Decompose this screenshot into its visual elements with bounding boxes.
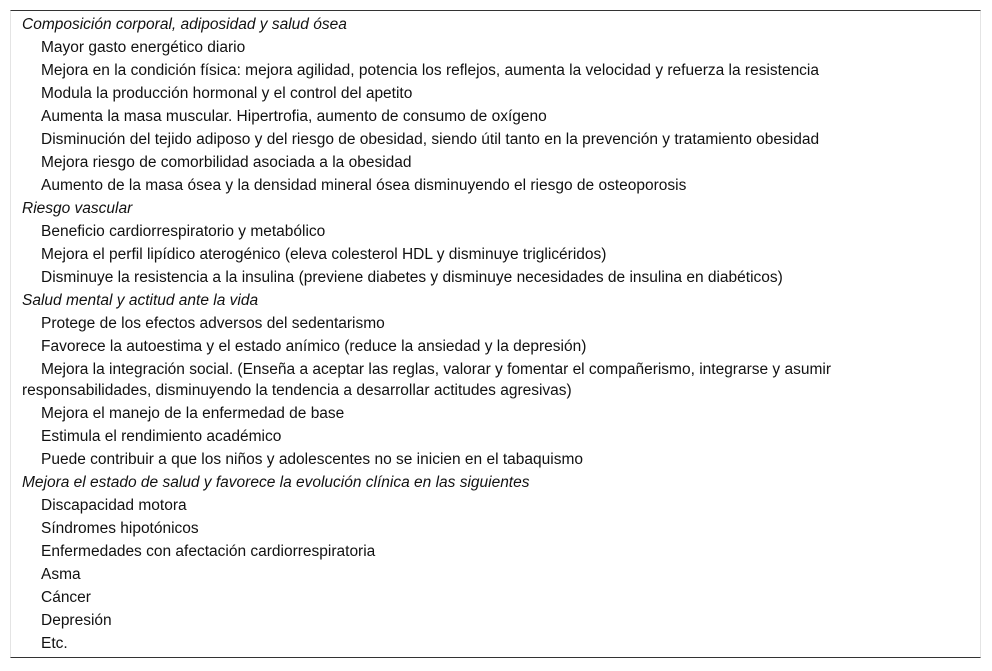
table-row: Aumenta la masa muscular. Hipertrofia, aumento de consumo de oxígeno [41,108,547,125]
table-row: Favorece la autoestima y el estado anímico (reduce la ansiedad y la depresión) [41,338,587,355]
table-row: Mejora en la condición física: mejora agilidad, potencia los reflejos, aumenta la velocidad y refuerza la resistencia [41,62,819,79]
table-row: Disminuye la resistencia a la insulina (previene diabetes y disminuye necesidades de insulina en diabéticos) [41,269,783,286]
section-heading: Mejora el estado de salud y favorece la evolución clínica en las siguientes [22,474,530,491]
table-row: Mejora el manejo de la enfermedad de base [41,405,345,422]
table-row: Mejora el perfil lipídico aterogénico (eleva colesterol HDL y disminuye triglicéridos) [41,246,607,263]
table-row: Asma [41,566,81,583]
section-heading: Composición corporal, adiposidad y salud ósea [22,16,347,33]
table-row: Mayor gasto energético diario [41,39,246,56]
table-row: Mejora la integración social. (Enseña a aceptar las reglas, valorar y fomentar el compañerismo, integrarse y asumir responsabilidades, disminuyendo la tendencia a desarrollar actitudes agresivas) [22,361,831,399]
table-row: Estimula el rendimiento académico [41,428,282,445]
table-row: Protege de los efectos adversos del sedentarismo [41,315,385,332]
section-heading: Riesgo vascular [22,200,133,217]
table-row: Discapacidad motora [41,497,187,514]
table-row: Síndromes hipotónicos [41,520,199,537]
table-row: Beneficio cardiorrespiratorio y metabólico [41,223,326,240]
table-row: Cáncer [41,589,91,606]
table-row: Enfermedades con afectación cardiorrespiratoria [41,543,376,560]
table-row: Mejora riesgo de comorbilidad asociada a la obesidad [41,154,412,171]
table-row: Puede contribuir a que los niños y adolescentes no se inicien en el tabaquismo [41,451,583,468]
table-row: Aumento de la masa ósea y la densidad mineral ósea disminuyendo el riesgo de osteoporosis [41,177,687,194]
table-row: Depresión [41,612,112,629]
table-row: Disminución del tejido adiposo y del riesgo de obesidad, siendo útil tanto en la prevención y tratamiento obesidad [41,131,820,148]
benefits-table [10,10,981,658]
table-row: Etc. [41,635,68,652]
table-row: Modula la producción hormonal y el control del apetito [41,85,413,102]
section-heading: Salud mental y actitud ante la vida [22,292,259,309]
